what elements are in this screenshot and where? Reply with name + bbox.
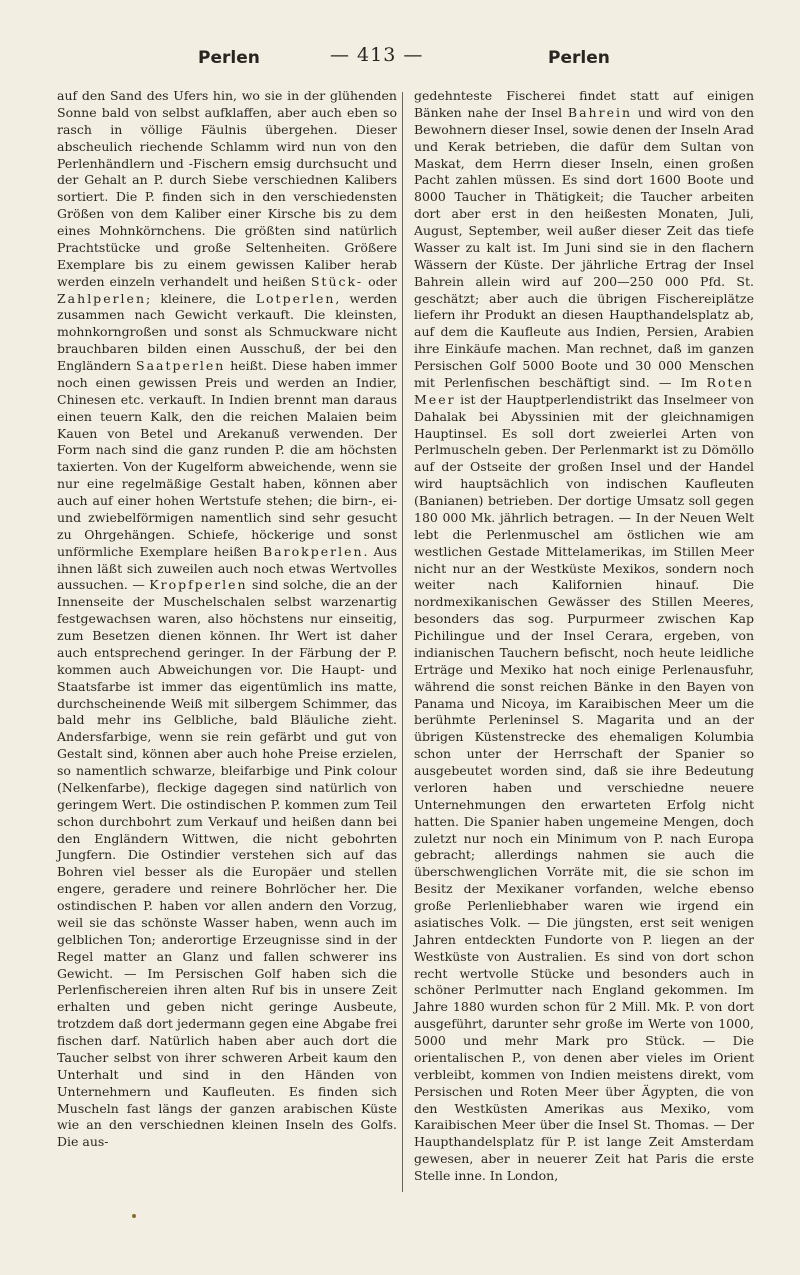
text-run: sind solche, die an der Innenseite der Muschelschalen selbst warzenartig festgewachsen waren, also höchstens nur einseitig, zum Besetzen dienen können. Ihr Wert ist daher auch entsprechend geringer. In der Färbung der P. kommen auch Abweichungen vor. Die Haupt- und Staatsfarbe ist immer das eigentümlich ins matte, durchscheinende Weiß mit silbergem Schimmer, das bald mehr ins Gelbliche, bald Bläuliche zieht. Andersfarbige, wenn sie rein gefärbt und gut von Gestalt sind, können aber auch hohe Preise erzielen, so namentlich schwarze, bleifarbige und Pink colour (Nelkenfarbe), fleckige dagegen sind natürlich von geringem Wert. Die ostindischen P. kommen zum Teil schon durchbohrt zum Verkauf und heißen dann bei den Engländern Wittwen, die nicht gebohrten Jungfern. Die Ostindier verstehen sich auf das Bohren viel besser als die Europäer und stellen engere, geradere und reinere Bohrlöcher her. Die ostindischen P. haben vor allen andern den Vorzug, weil sie das schönste Wasser haben, wenn auch im gelblichen Ton; anderortige Erzeugnisse sind in der Regel matter an Glanz und fallen schwerer ins Gewicht. — Im Persischen Golf haben sich die Perlenfischereien ihren alten Ruf bis in unsere Zeit erhalten und geben nicht geringe Ausbeute, trotzdem daß dort jedermann gegen eine Abgabe frei fischen darf. Natürlich haben aber auch dort die Taucher selbst von ihrer schweren Arbeit kaum den Unterhalt und sind in den Händen von Unternehmern und Kaufleuten. Es finden sich Muscheln fast längs der ganzen arabischen Küste wie an den verschiednen kleinen Inseln des Golfs. Die aus- xyxy=(57,577,397,1150)
page-header xyxy=(0,44,800,74)
spaced-term: Zahlperlen xyxy=(57,290,147,306)
right-column-text xyxy=(414,88,754,1185)
page-number: — 413 — xyxy=(330,44,424,66)
text-run: gedehnteste Fischerei findet statt auf einigen Bänken nahe der Insel xyxy=(414,88,754,120)
spaced-term: Barokperlen xyxy=(262,543,364,559)
header-right-keyword: Perlen xyxy=(548,48,610,68)
text-run: . Aus ihnen läßt sich zuweilen auch noch etwas Wertvolles aussuchen. — xyxy=(57,543,397,593)
column-divider xyxy=(402,92,403,1192)
text-run: oder xyxy=(363,273,397,289)
text-run: und wird von den Bewohnern dieser Insel, sowie denen der Inseln Arad und Kerak betrieben, die dafür dem Sultan von Maskat, dem Herrn dieser Inseln, einen großen Pacht zahlen müssen. Es sind dort 1600 Boote und 8000 Taucher in Thätigkeit; die Taucher arbeiten dort aber erst in den heißesten Monaten, Juli, August, September, weil außer dieser Zeit das tiefe Wasser zu kalt ist. Im Juni sind sie in den flachern Wässern der Küste. Der jährliche Ertrag der Insel Bahrein allein wird auf 200—250 000 Pfd. St. geschätzt; aber auch die übrigen Fischereiplätze liefern ihr Produkt an diesen Haupthandelsplatz ab, auf dem die Kaufleute aus Indien, Persien, Arabien ihre Einkäufe machen. Man rechnet, daß im ganzen Persischen Golf 5000 Boote und 30 000 Menschen mit Perlenfischen beschäftigt sind. — Im xyxy=(414,104,754,390)
text-run: , werden zusammen nach Gewicht verkauft. Die kleinsten, mohnkorngroßen und sonst als Schmuckware nicht brauchbaren bilden einen Ausschuß, der bei den Engländern xyxy=(57,290,397,373)
text-run: ; kleinere, die xyxy=(146,290,256,306)
spaced-term: Stück- xyxy=(310,273,364,289)
spaced-term: Lotperlen xyxy=(255,290,336,306)
text-run: auf den Sand des Ufers hin, wo sie in der glühenden Sonne bald von selbst aufklaffen, aber auch eben so rasch in völlige Fäulnis übergehen. Dieser abscheulich riechende Schlamm wird nun von den Perlenhändlern und -Fischern emsig durchsucht und der Gehalt an P. durch Siebe verschiednen Kalibers sortiert. Die P. finden sich in den verschiedensten Größen von dem Kaliber einer Kirsche bis zu dem eines Mohnkörnchens. Die größten sind natürlich Prachtstücke und große Seltenheiten. Größere Exemplare bis zu einem gewissen Kaliber herab werden einzeln verhandelt und heißen xyxy=(57,88,397,289)
spaced-term: Bahrein xyxy=(567,104,633,120)
spaced-term: Saatperlen xyxy=(136,358,226,373)
text-run: heißt. Diese haben immer noch einen gewissen Preis und werden an Indier, Chinesen etc. verkauft. In Indien brennt man daraus einen teuern Kalk, den die reichen Malaien beim Kauen von Betel und Arekanuß verwenden. Der Form nach sind die ganz runden P. die am höchsten taxierten. Von der Kugelform abweichende, wenn sie nur eine regelmäßige Gestalt haben, können aber auch auf einer hohen Wertstufe stehen; die birn-, ei- und zwiebelförmigen namentlich sind sehr gesucht zu Ohrgehängen. Schiefe, höckerige und sonst unförmliche Exemplare heißen xyxy=(57,358,397,559)
header-left-keyword: Perlen xyxy=(198,48,260,68)
spaced-term: Roten Meer xyxy=(414,374,754,407)
left-column-text xyxy=(57,88,397,1151)
text-run: ist der Hauptperlendistrikt das Inselmeer von Dahalak bei Abyssinien mit der gleichnamigen Hauptinsel. Es soll dort zweierlei Arten von Perlmuscheln geben. Der Perlenmarkt ist zu Dömöllo auf der Ostseite der großen Insel und der Handel wird hauptsächlich von indischen Kaufleuten (Banianen) betrieben. Der dortige Umsatz soll gegen 180 000 Mk. jährlich betragen. — In der Neuen Welt lebt die Perlenmuschel am östlichen wie am westlichen Gestade Mittelamerikas, im Stillen Meer nicht nur an der Westküste Mexikos, sondern noch weiter nach Kalifornien hinauf. Die nordmexikanischen Gewässer des Stillen Meeres, besonders das sog. Purpurmeer zwischen Kap Pichilingue und der Insel Cerara, ergeben, von indianischen Tauchern befischt, noch heute leidliche Erträge und Mexiko hat noch einige Perlenausfuhr, während die sonst reichen Bänke in den Bayen von Panama und Nicoya, im Karaibischen Meer um die berühmte Perleninsel S. Magarita und an der übrigen Küstenstrecke des ehemaligen Kolumbia schon unter der Herrschaft der Spanier so ausgebeutet worden sind, daß sie ihre Bedeutung verloren haben und verschiedne neuere Unternehmungen den erwarteten Erfolg nicht hatten. Die Spanier haben ungemeine Mengen, doch zuletzt nur noch ein Minimum von P. nach Europa gebracht; allerdings nahmen sie auch die überschwenglichen Vorräte mit, die sie schon im Besitz der Mexikaner vorfanden, welche ebenso große Perlenliebhaber waren wie irgend ein asiatisches Volk. — Die jüngsten, erst seit wenigen Jahren entdeckten Fundorte von P. liegen an der Westküste von Australien. Es sind von dort schon recht wertvolle Stücke und besonders auch in schöner Perlmutter nach England gekommen. Im Jahre 1880 wurden schon für 2 Mill. Mk. P. von dort ausgeführt, darunter sehr große im Werte von 1000, 5000 und mehr Mark pro Stück. — Die orientalischen P., von denen aber vieles im Orient verbleibt, kommen von Indien meistens direkt, vom Persischen und Roten Meer über Ägypten, die von den Westküsten Amerikas aus Mexiko, vom Karaibischen Meer über die Insel St. Thomas. — Der Haupthandelsplatz für P. ist lange Zeit Amsterdam gewesen, aber in neuerer Zeit hat Paris die erste Stelle inne. In London, xyxy=(414,391,754,1183)
spaced-term: Kropfperlen xyxy=(149,577,248,593)
ink-speck xyxy=(132,1214,136,1218)
